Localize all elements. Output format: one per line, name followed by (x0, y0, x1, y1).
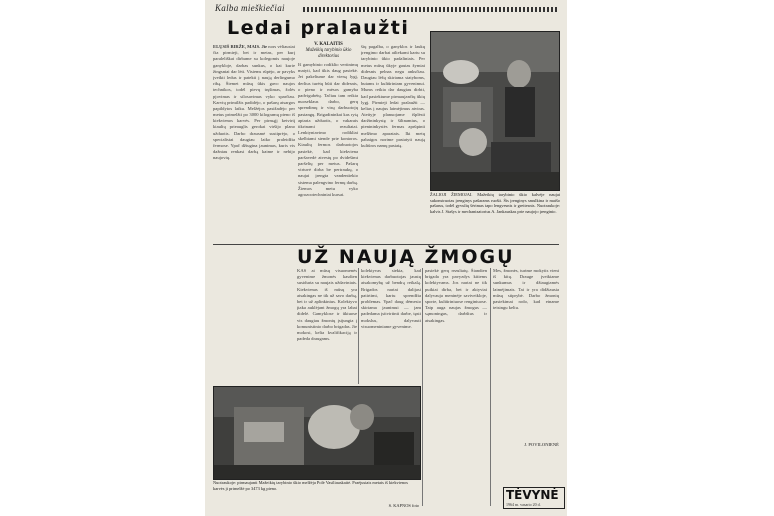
author-role: Mažeikių tarybinio ūkio direktorius (305, 47, 352, 59)
masthead-date: 1964 m. vasario 20 d. (506, 502, 541, 507)
milkmaid-photo-image (214, 387, 420, 479)
byline (301, 42, 356, 59)
author-name: V. KALAITIS (314, 42, 343, 47)
article-2-column-3: pasiekė gerų rezultatų. Šiandien brigada yra pavyzdys kitiems kolektyvams. Jos nariai ne tik puikiai dirba, bet ir aktyviai dalyvauja meninėje saviveikloje, sporte, kultūriniuose renginiuose. Taip auga naujas žmogus — sąmoningas, darbštus ir atsakingas. (425, 268, 487, 323)
photo-credit: S. KAPNOS foto (388, 503, 419, 508)
article-column-3: šių pagalba, o ganyklos ir laukų įrengimo darbai atliekami kartu su tarybinio ūkio padaliniais. Per metus mūsų ūkyje gautas žymiai didesnis pelnas negu anksčiau. Daugiau lėšų skiriama statyboms, butams ir kultūriniam gyvenimui. Mums reikia dar daugiau dirbti, kad pasiektume pirmaujančių ūkių lygį. Pirmieji ledai pralaužti — kelias į naujus laimėjimus atviras. Ateityje planuojame išplėsti daržininkystę ir šiltnamius, o pienininkystės fermas aprūpinti melžimo aparatais. Iki metų pabaigos norime pastatyti naują kultūros namų pastatą. (361, 44, 425, 148)
column-rule (490, 268, 491, 506)
article-2-column-2: kolektyvas siekia, kad kiekvienas darbuotojas jaustų atsakomybę už bendrą reikalą. Brigados nariai dalijasi patirtimi, kartu sprendžia problemas. Ypač daug dėmesio skiriama jaunimui — jam padedama įsitvirtinti darbe, tęsti mokslus, dalyvauti visuomeniniame gyvenime. (361, 268, 421, 329)
newspaper-masthead (503, 487, 565, 509)
article-2-column-1: KAS ai mūsų visuomenės gyvenime žmonės kasdien susiduria su naujais uždaviniais. Kiekvienas iš mūsų yra atsakingas ne tik už savo darbą, bet ir už aplinkinius. Kolektyvo įtaka auklėjant žmogų yra labai didelė. Gamyklose ir ūkiuose vis daugiau žmonių įsijungia į komunistinio darbo brigadas. Jie mokosi, kelia kvalifikaciją ir padeda draugams. (297, 268, 357, 342)
section-divider (213, 244, 559, 245)
article-column-2: Iš gamybinio rodiklio vertinimų matyti, kad ūkis daug pasiekė. Jei pakeltume dar vieną lygį, derlius turėtų būti dar didesnis, o pieno ir mėsos gamyba padvigubėtų. Tačiau tam reikia nuoseklaus darbo, gerų sprendimų ir visų darbuotojų pastangų. Brigadininkai kas rytą aptaria užduotis, o vakarais tikrinami rezultatai. Lenktyniavimo rodikliai skelbiami stende prie kontoros. Kiaulių fermos darbuotojos pasiekė, kad kiekviena paršavedė atvestų po dvidešimt paršelių per metus. Pašarų virtuvė dirba be pertraukų, o naujai įrengta vandentiekio sistema palengvino fermų darbą. Žiemos metu vyko agrozootechniniai kursai. (298, 62, 358, 197)
newspaper-page (205, 0, 567, 516)
column-rule (358, 268, 359, 384)
column-text: nors vėliausiai čia pirmieji, bet ir metas, per kurį paraleliškai dirbame su kolegomis naujoje ganykloje, darbas sunkus, o kai kurie žingsniai dar lėti. Visiems rūpėjo, ar pavyks įveikti ledus ir patekti į naują derlingumo ribą. Šiemet mūsų ūkis gavo naujos technikos, todėl pievų tręšimas, žolės pjovimas ir silosavimas vyko sparčiau. Karvių primilžis padidėjo, o pašarų atsargos papildytos laiku. Melžėjos pasižadėjo per metus primelžti po 3000 kilogramų pieno iš kiekvienos karvės. Per pirmąjį ketvirtį kiaulių prieauglis gerokai viršijo plano užduotis. Darbo drausmė sustiprėjo, o specialistai daugiau laiko praleidžia fermose. Ypač džiugina jaunimas, kuris vis dažniau renkasi darbą kaime ir nebijo naujovių. (213, 44, 295, 161)
article-2-headline: UŽ NAUJĄ ŽMOGŲ (297, 246, 515, 268)
kicker-rule (303, 7, 559, 12)
factory-photo-image (431, 32, 559, 190)
article-kicker: Kalba mieškiečiai (215, 3, 285, 13)
factory-photo-caption: ŽALIOJI ŽIEMOJAI. Mažeikių tarybinio ūkio kalvėje naujai sukonstruotas įrenginys pašarams ruošti. Šis įrenginys smulkina ir maišo pašarus, todėl gyvulių šėrimas tapo lengvesnis ir greitesnis. Nuotraukoje: kalvis J. Stašys ir mechanizatorius A. Jankauskas prie naujojo įrenginio. (430, 192, 560, 215)
milkmaid-photo (213, 386, 421, 480)
article-column-1 (213, 44, 295, 244)
article-headline: Ledai pralaužti (227, 17, 410, 39)
article-2-column-4: Mes, žmonės, turime mokytis vieni iš kitų. Drauge įveikiame sunkumus ir džiaugiamės laimėjimais. Tai ir yra didžiausia mūsų stiprybė. Darbo žmonių pasiekimai rodo, kad einame teisingu keliu. (493, 268, 559, 311)
column-lead: ELŲSIŠ BIRŽE, MAIS. Jie (213, 44, 268, 49)
factory-photo (430, 31, 560, 191)
masthead-title: TĖVYNĖ (506, 488, 559, 502)
milkmaid-photo-caption: Nuotraukoje: pirmaujanti Mažeikių tarybinio ūkio melžėja Polė Vasiliauskaitė. Praėjusiais metais iš kiekvienos karvės ji primelžė po 3473 kg pieno. (213, 480, 409, 491)
column-rule (422, 268, 423, 506)
article-2-signature: J. POVILONIENĖ (524, 442, 559, 447)
